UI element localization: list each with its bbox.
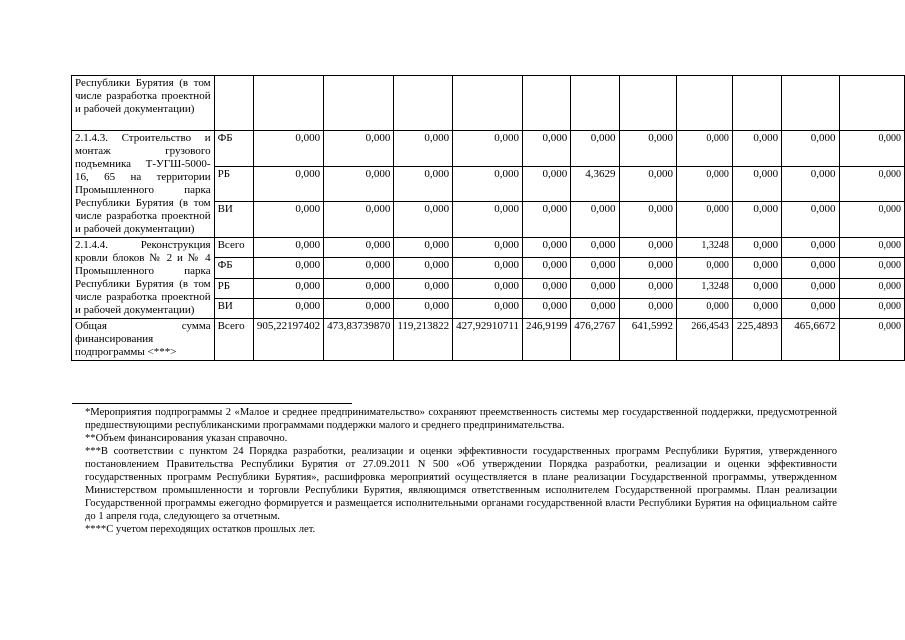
amount-cell: 0,000 (619, 298, 676, 318)
amount-cell: 266,4543 (676, 319, 732, 361)
amount-cell: 4,3629 (571, 166, 619, 202)
amount-cell: 0,000 (523, 278, 571, 298)
funding-source: Всего (214, 319, 253, 361)
funding-source: ФБ (214, 258, 253, 278)
amount-cell: 465,6672 (782, 319, 839, 361)
amount-cell: 0,000 (523, 238, 571, 258)
amount-cell: 119,213822 (394, 319, 453, 361)
amount-cell: 0,000 (394, 278, 453, 298)
amount-cell: 0,000 (453, 166, 523, 202)
empty-cell (324, 76, 394, 131)
footnote-4: ****С учетом переходящих остатков прошлых лет. (85, 524, 316, 535)
amount-cell: 0,000 (732, 166, 781, 202)
amount-cell: 0,000 (619, 131, 676, 167)
amount-cell: 0,000 (619, 202, 676, 238)
amount-cell: 0,000 (453, 131, 523, 167)
amount-cell: 0,000 (732, 131, 781, 167)
amount-cell: 0,000 (782, 202, 839, 238)
amount-cell: 0,000 (324, 278, 394, 298)
amount-cell: 0,000 (732, 258, 781, 278)
amount-cell: 0,000 (571, 131, 619, 167)
financing-table (71, 75, 905, 361)
amount-cell: 0,000 (571, 258, 619, 278)
empty-cell (732, 76, 781, 131)
amount-cell: 0,000 (253, 131, 323, 167)
amount-cell: 0,000 (839, 131, 904, 167)
amount-cell: 0,000 (732, 278, 781, 298)
amount-cell: 0,000 (253, 278, 323, 298)
amount-cell: 0,000 (571, 278, 619, 298)
amount-cell: 0,000 (782, 166, 839, 202)
footnote-2: **Объем финансирования указан справочно. (85, 433, 288, 444)
table-row (72, 131, 905, 167)
amount-cell: 0,000 (523, 258, 571, 278)
amount-cell: 0,000 (732, 238, 781, 258)
amount-cell: 0,000 (839, 278, 904, 298)
amount-cell: 246,9199 (523, 319, 571, 361)
amount-cell: 0,000 (453, 202, 523, 238)
amount-cell: 1,3248 (676, 278, 732, 298)
item-description: 2.1.4.4. Реконструкция кровли блоков № 2 и № 4 Промышленного парка Республики Бурятия (в том числе разработка проектной и рабочей документации) (72, 238, 215, 319)
empty-cell (214, 76, 253, 131)
amount-cell: 0,000 (839, 238, 904, 258)
empty-cell (453, 76, 523, 131)
amount-cell: 1,3248 (676, 238, 732, 258)
amount-cell: 0,000 (839, 298, 904, 318)
amount-cell: 0,000 (676, 298, 732, 318)
amount-cell: 0,000 (523, 166, 571, 202)
amount-cell: 0,000 (253, 298, 323, 318)
amount-cell: 0,000 (324, 298, 394, 318)
amount-cell: 0,000 (253, 202, 323, 238)
amount-cell: 0,000 (394, 298, 453, 318)
amount-cell: 0,000 (839, 258, 904, 278)
table-row (72, 238, 905, 258)
amount-cell: 476,2767 (571, 319, 619, 361)
amount-cell: 0,000 (453, 298, 523, 318)
amount-cell: 0,000 (324, 238, 394, 258)
empty-cell (394, 76, 453, 131)
amount-cell: 0,000 (619, 166, 676, 202)
amount-cell: 0,000 (253, 166, 323, 202)
amount-cell: 0,000 (676, 258, 732, 278)
amount-cell: 0,000 (324, 202, 394, 238)
item-description: Республики Бурятия (в том числе разработка проектной и рабочей документации) (72, 76, 215, 131)
funding-source: ВИ (214, 202, 253, 238)
amount-cell: 0,000 (523, 202, 571, 238)
amount-cell: 0,000 (732, 202, 781, 238)
amount-cell: 0,000 (324, 258, 394, 278)
amount-cell: 0,000 (676, 131, 732, 167)
funding-source: ФБ (214, 131, 253, 167)
item-description: 2.1.4.3. Строительство и монтаж грузового подъемника Т-УГШ-5000-16, 65 на территории Промышленного парка Республики Бурятия (в том числе разработка проектной и рабочей документации) (72, 131, 215, 238)
amount-cell: 0,000 (839, 166, 904, 202)
amount-cell: 0,000 (394, 258, 453, 278)
empty-cell (253, 76, 323, 131)
funding-source: ВИ (214, 298, 253, 318)
amount-cell: 0,000 (453, 238, 523, 258)
amount-cell: 427,92910711 (453, 319, 523, 361)
amount-cell: 641,5992 (619, 319, 676, 361)
item-description: Общая сумма финансирования подпрограммы <***> (72, 319, 215, 361)
amount-cell: 0,000 (782, 298, 839, 318)
amount-cell: 0,000 (523, 131, 571, 167)
amount-cell: 0,000 (453, 278, 523, 298)
amount-cell: 0,000 (394, 166, 453, 202)
amount-cell: 0,000 (394, 131, 453, 167)
amount-cell: 0,000 (619, 258, 676, 278)
footnote-1: *Мероприятия подпрограммы 2 «Малое и среднее предпринимательство» сохраняют преемственность системы мер государственной поддержки, предусмотренной предшествующими республиканскими программами поддержки малого и среднего предпринимательства. (85, 407, 837, 431)
amount-cell: 0,000 (523, 298, 571, 318)
amount-cell: 0,000 (253, 238, 323, 258)
amount-cell: 0,000 (253, 258, 323, 278)
empty-cell (839, 76, 904, 131)
empty-cell (676, 76, 732, 131)
amount-cell: 0,000 (782, 238, 839, 258)
amount-cell: 0,000 (676, 166, 732, 202)
table-row (72, 76, 905, 131)
amount-cell: 0,000 (782, 131, 839, 167)
amount-cell: 0,000 (571, 298, 619, 318)
amount-cell: 0,000 (324, 166, 394, 202)
amount-cell: 473,83739870 (324, 319, 394, 361)
amount-cell: 0,000 (324, 131, 394, 167)
amount-cell: 0,000 (619, 238, 676, 258)
empty-cell (619, 76, 676, 131)
amount-cell: 0,000 (839, 202, 904, 238)
amount-cell: 0,000 (571, 238, 619, 258)
amount-cell: 0,000 (782, 258, 839, 278)
empty-cell (571, 76, 619, 131)
funding-source: Всего (214, 238, 253, 258)
amount-cell: 0,000 (453, 258, 523, 278)
amount-cell: 0,000 (394, 238, 453, 258)
amount-cell: 0,000 (676, 202, 732, 238)
funding-source: РБ (214, 278, 253, 298)
amount-cell: 0,000 (732, 298, 781, 318)
amount-cell: 0,000 (571, 202, 619, 238)
empty-cell (782, 76, 839, 131)
funding-source: РБ (214, 166, 253, 202)
footnotes (85, 406, 837, 536)
amount-cell: 0,000 (619, 278, 676, 298)
amount-cell: 905,22197402 (253, 319, 323, 361)
table-row (72, 319, 905, 361)
empty-cell (523, 76, 571, 131)
amount-cell: 225,4893 (732, 319, 781, 361)
amount-cell: 0,000 (782, 278, 839, 298)
footnote-separator (72, 403, 352, 404)
amount-cell: 0,000 (839, 319, 904, 361)
amount-cell: 0,000 (394, 202, 453, 238)
footnote-3: ***В соответствии с пунктом 24 Порядка разработки, реализации и оценки эффективности государственных программ Республики Бурятия, утвержденного постановлением Правительства Республики Бурятия от 27.09.2011 N 500 «Об утверждении Порядка разработки, реализации и оценки эффективности государственных программ Республики Бурятия», расшифровка мероприятий осуществляется в плане реализации Государственной программы, утвержденном Министерством промышленности и торговли Республики Бурятия, являющимся ответственным исполнителем Государственной программы. План реализации Государственной программы ежегодно формируется и размещается исполнительными органами государственной власти Республики Бурятия на официальном сайте до 1 апреля года, следующего за отчетным. (85, 446, 837, 522)
